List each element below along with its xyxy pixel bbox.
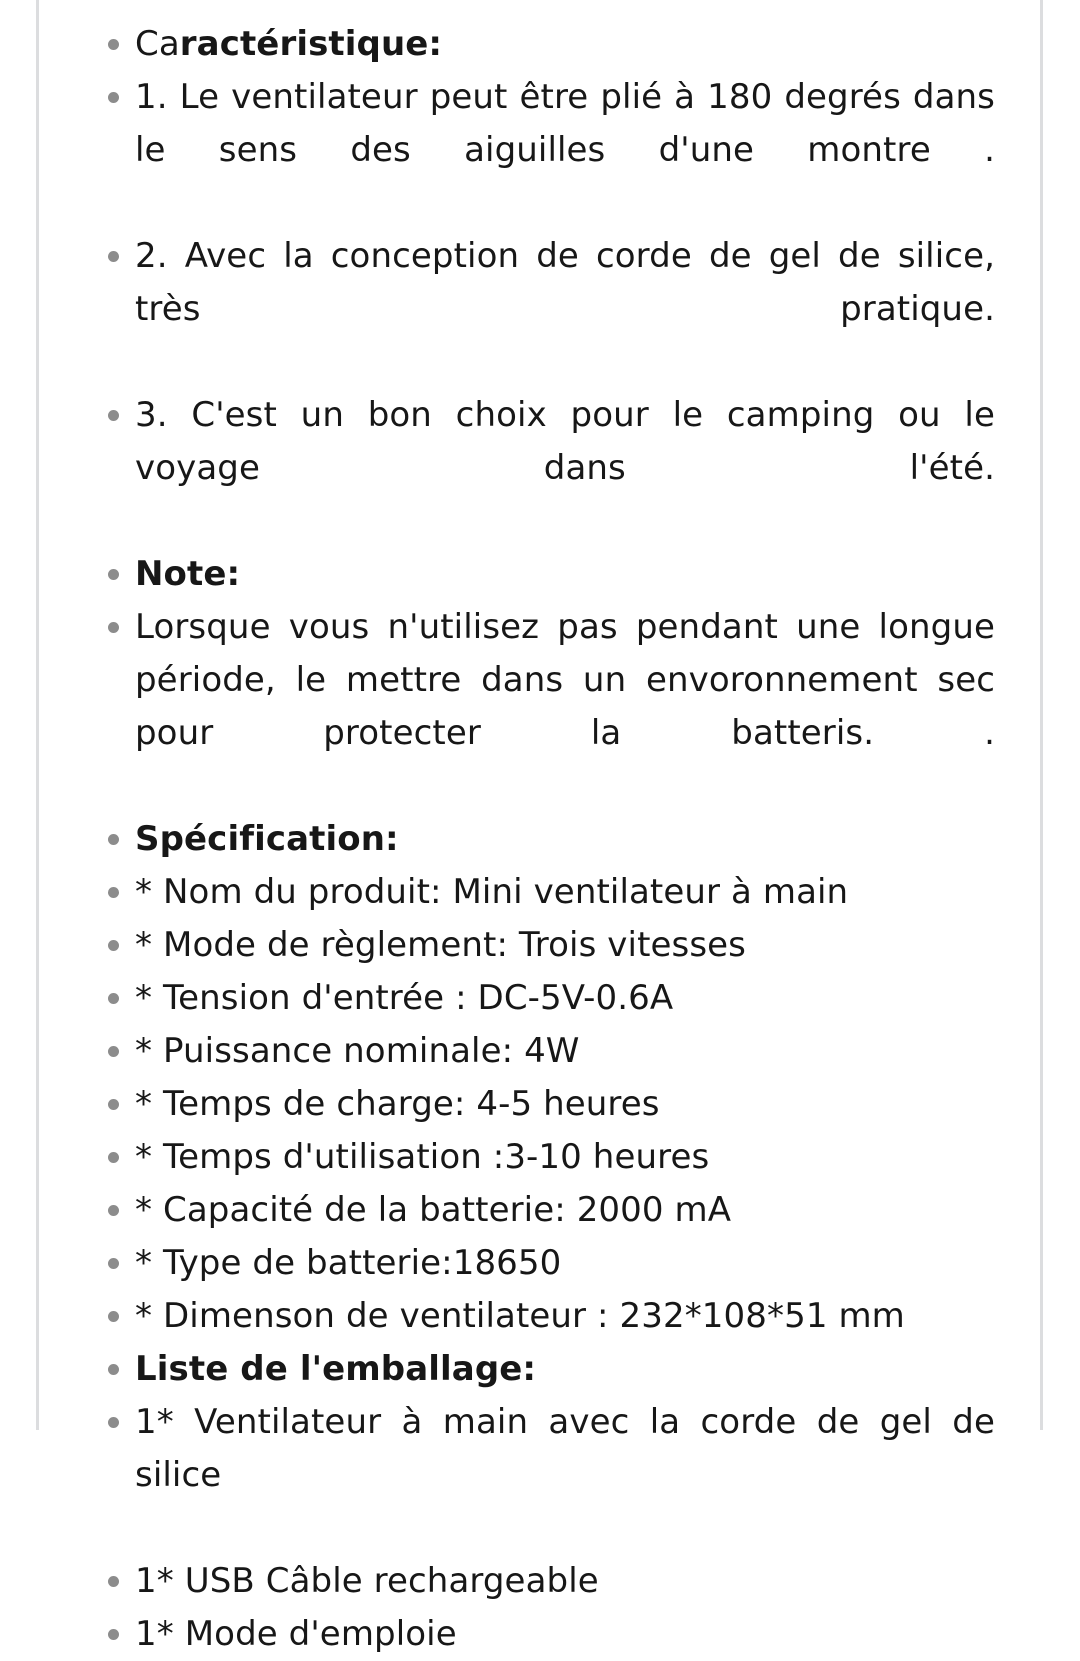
product-description-panel <box>36 0 1043 1654</box>
list-item <box>39 866 1040 919</box>
bullet-dot-icon <box>108 622 119 633</box>
list-item-text: Liste de l'emballage: <box>135 1349 537 1389</box>
bullet-dot-icon <box>108 1258 119 1269</box>
list-item-text: 3. C'est un bon choix pour le camping ou le voyage dans l'été. <box>135 395 995 488</box>
list-item-text <box>135 18 995 71</box>
bullet-dot-icon <box>108 1205 119 1216</box>
list-item <box>39 813 1040 866</box>
list-item <box>39 1608 1040 1661</box>
list-item-text: * Type de batterie:18650 <box>135 1243 562 1283</box>
bullet-dot-icon <box>108 887 119 898</box>
bullet-dot-icon <box>108 834 119 845</box>
list-item <box>39 230 1040 389</box>
list-item <box>39 71 1040 230</box>
list-item-text: 1* Mode d'emploie <box>135 1614 457 1654</box>
list-item <box>39 1184 1040 1237</box>
list-item-text-bold: ractéristique: <box>179 24 443 64</box>
list-item-text: 1* USB Câble rechargeable <box>135 1561 599 1601</box>
bullet-dot-icon <box>108 410 119 421</box>
list-item-text: 1* Ventilateur à main avec la corde de gel de silice <box>135 1402 995 1495</box>
list-item-text: * Capacité de la batterie: 2000 mA <box>135 1190 732 1230</box>
bullet-dot-icon <box>108 1629 119 1640</box>
list-item-text: * Mode de règlement: Trois vitesses <box>135 925 746 965</box>
product-description-list <box>39 18 1040 1661</box>
list-item-text: * Nom du produit: Mini ventilateur à main <box>135 872 849 912</box>
list-item <box>39 1078 1040 1131</box>
list-item <box>39 972 1040 1025</box>
bullet-dot-icon <box>108 1046 119 1057</box>
list-item-text: * Temps d'utilisation :3-10 heures <box>135 1137 710 1177</box>
list-item <box>39 601 1040 813</box>
bullet-dot-icon <box>108 940 119 951</box>
list-item <box>39 1343 1040 1396</box>
list-item <box>39 1025 1040 1078</box>
list-item-text: * Puissance nominale: 4W <box>135 1031 580 1071</box>
bullet-dot-icon <box>108 39 119 50</box>
bullet-dot-icon <box>108 993 119 1004</box>
bullet-dot-icon <box>108 1311 119 1322</box>
bullet-dot-icon <box>108 1152 119 1163</box>
bullet-dot-icon <box>108 1576 119 1587</box>
list-item-text-plain: Ca <box>135 24 180 64</box>
list-item <box>39 1237 1040 1290</box>
list-item <box>39 1131 1040 1184</box>
bullet-dot-icon <box>108 1099 119 1110</box>
bullet-dot-icon <box>108 569 119 580</box>
list-item-text: Note: <box>135 554 241 594</box>
list-item <box>39 389 1040 548</box>
list-item-text: * Tension d'entrée : DC-5V-0.6A <box>135 978 674 1018</box>
list-item-text: Spécification: <box>135 819 399 859</box>
list-item-text: 1. Le ventilateur peut être plié à 180 degrés dans le sens des aiguilles d'une montre . <box>135 77 995 170</box>
list-item-text: * Dimenson de ventilateur : 232*108*51 mm <box>135 1296 905 1336</box>
list-item <box>39 1396 1040 1555</box>
bullet-dot-icon <box>108 1417 119 1428</box>
bullet-dot-icon <box>108 251 119 262</box>
bullet-dot-icon <box>108 92 119 103</box>
bullet-dot-icon <box>108 1364 119 1375</box>
list-item <box>39 1555 1040 1608</box>
list-item <box>39 919 1040 972</box>
list-item-text: * Temps de charge: 4-5 heures <box>135 1084 660 1124</box>
list-item-text: Lorsque vous n'utilisez pas pendant une longue période, le mettre dans un envoronnement sec pour protecter la batteris. . <box>135 607 995 753</box>
list-item <box>39 1290 1040 1343</box>
list-item <box>39 18 1040 71</box>
list-item-text: 2. Avec la conception de corde de gel de silice, très pratique. <box>135 236 995 329</box>
list-item <box>39 548 1040 601</box>
